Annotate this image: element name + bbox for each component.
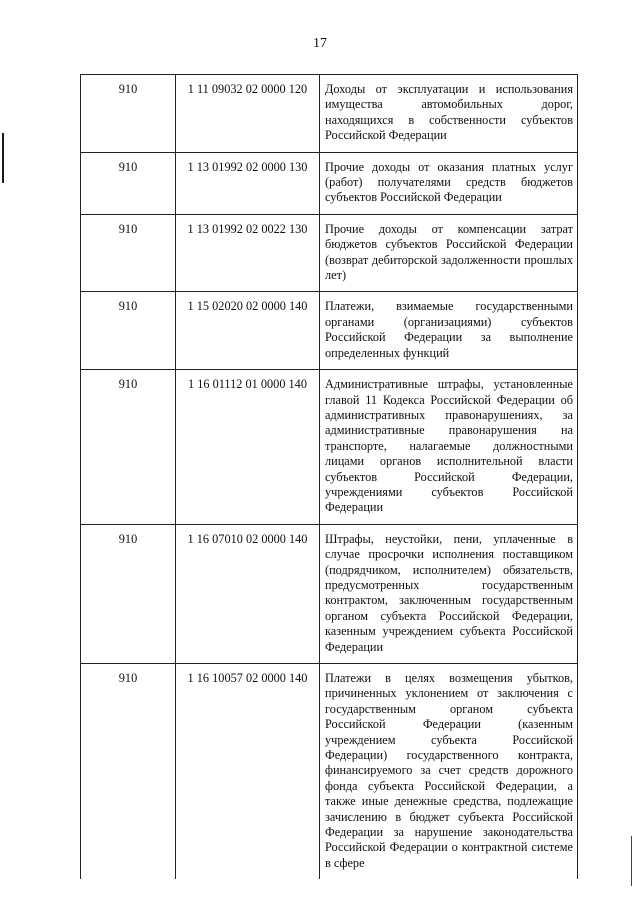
income-code-cell: 1 11 09032 02 0000 120 xyxy=(176,75,320,153)
admin-code-cell: 910 xyxy=(81,152,176,214)
table-row xyxy=(81,152,578,214)
table-row xyxy=(81,370,578,525)
income-code-cell: 1 13 01992 02 0000 130 xyxy=(176,152,320,214)
income-code-cell: 1 15 02020 02 0000 140 xyxy=(176,292,320,370)
scan-edge-mark xyxy=(631,836,632,886)
admin-code-cell: 910 xyxy=(81,524,176,663)
revenue-codes-table xyxy=(80,74,578,879)
admin-code-cell: 910 xyxy=(81,292,176,370)
description-cell: Платежи в целях возмещения убытков, причиненных уклонением от заключения с государственным органом субъекта Российской Федерации (казенным учреждением субъекта Российской Федерации) государственного контракта, финансируемого за счет средств дорожного фонда субъекта Российской Федерации, а также иные денежные средства, подлежащие зачислению в бюджет субъекта Российской Федерации за нарушение законодательства Российской Федерации о контрактной системе в сфере xyxy=(320,664,578,880)
description-cell: Прочие доходы от оказания платных услуг (работ) получателями средств бюджетов субъектов Российской Федерации xyxy=(320,152,578,214)
admin-code-cell: 910 xyxy=(81,75,176,153)
table-row xyxy=(81,75,578,153)
table-row xyxy=(81,292,578,370)
income-code-cell: 1 16 01112 01 0000 140 xyxy=(176,370,320,525)
description-cell: Штрафы, неустойки, пени, уплаченные в случае просрочки исполнения поставщиком (подрядчиком, исполнителем) обязательств, предусмотренных государственным контрактом, заключенным государственным органом субъекта Российской Федерации, казенным учреждением субъекта Российской Федерации xyxy=(320,524,578,663)
income-code-cell: 1 16 07010 02 0000 140 xyxy=(176,524,320,663)
table-row xyxy=(81,524,578,663)
admin-code-cell: 910 xyxy=(81,214,176,292)
admin-code-cell: 910 xyxy=(81,370,176,525)
scan-margin-mark xyxy=(2,133,4,183)
admin-code-cell: 910 xyxy=(81,664,176,880)
description-cell: Административные штрафы, установленные главой 11 Кодекса Российской Федерации об административных правонарушениях, за административные правонарушения на транспорте, налагаемые должностными лицами органов исполнительной власти субъектов Российской Федерации, учреждениями субъектов Российской Федерации xyxy=(320,370,578,525)
page-number: 17 xyxy=(313,36,327,51)
table-row xyxy=(81,664,578,880)
table-row xyxy=(81,214,578,292)
income-code-cell: 1 13 01992 02 0022 130 xyxy=(176,214,320,292)
description-cell: Платежи, взимаемые государственными органами (организациями) субъектов Российской Федерации за выполнение определенных функций xyxy=(320,292,578,370)
description-cell: Доходы от эксплуатации и использования имущества автомобильных дорог, находящихся в собственности субъектов Российской Федерации xyxy=(320,75,578,153)
income-code-cell: 1 16 10057 02 0000 140 xyxy=(176,664,320,880)
description-cell: Прочие доходы от компенсации затрат бюджетов субъектов Российской Федерации (возврат дебиторской задолженности прошлых лет) xyxy=(320,214,578,292)
